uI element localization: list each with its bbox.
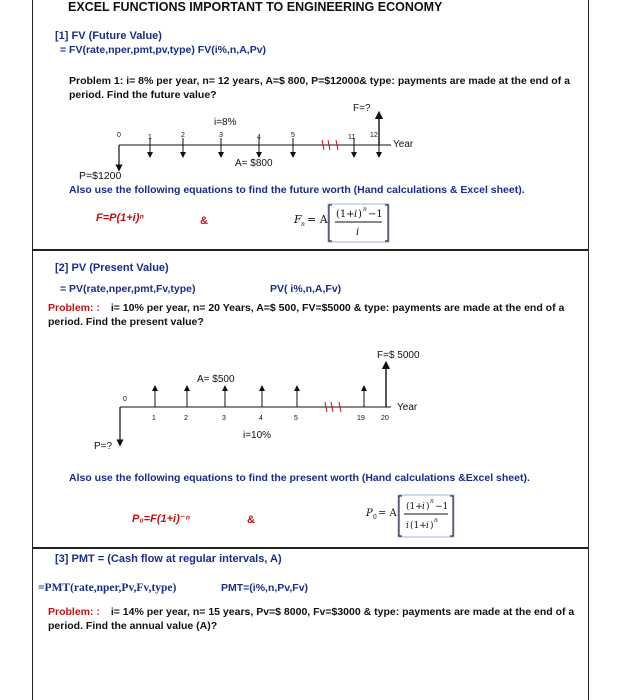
s2-also-text: Also use the following equations to find the present worth (Hand calculations &Excel sheet). [69, 472, 530, 484]
s1-tick-5: 5 [291, 132, 295, 139]
svg-text:n: n [434, 517, 438, 524]
s2-i-label: i=10% [243, 430, 272, 441]
s1-tick-12: 12 [370, 132, 378, 139]
svg-text:n: n [301, 221, 305, 228]
s2-tick-4: 4 [259, 415, 263, 422]
s2-eq-present: P₀=F(1+i)⁻ⁿ [132, 513, 190, 525]
s2-problem-label: Problem: : [48, 302, 100, 314]
svg-text:i: i [356, 227, 360, 238]
s1-heading: [1] FV (Future Value) [55, 30, 162, 42]
s1-tick-11: 11 [348, 134, 356, 141]
s2-tick-19: 19 [357, 415, 365, 422]
svg-text:= A: = A [307, 213, 328, 226]
svg-text:i: i [354, 209, 358, 220]
svg-text:i: i [406, 521, 409, 531]
svg-text:n: n [363, 206, 367, 213]
svg-text:P: P [366, 508, 373, 519]
svg-text:F: F [294, 213, 302, 226]
svg-text:−1: −1 [435, 502, 449, 512]
svg-text:−1: −1 [368, 209, 383, 220]
s1-tick-1: 1 [148, 134, 152, 141]
svg-text:): ) [358, 209, 362, 220]
page-title: EXCEL FUNCTIONS IMPORTANT TO ENGINEERING ECONOMY [68, 0, 443, 14]
s3-formula-2: PMT=(i%,n,Pv,Fv) [221, 582, 309, 594]
s1-also-text: Also use the following equations to find the future worth (Hand calculations & Excel sheet). [69, 184, 525, 196]
svg-text:n: n [430, 498, 434, 505]
s1-problem-text: i= 8% per year, n= 12 years, A=$ 800, P=$12000& type: payments are made at the end of a period. Find the future value? [69, 75, 570, 101]
s3-problem-label: Problem: : [48, 606, 100, 618]
s3-problem-text: i= 14% per year, n= 15 years, Pv=$ 8000, Fv=$3000 & type: payments are made at the end of a period. Find the annual value (A)? [48, 606, 575, 632]
s1-eq-future: F=P(1+i)ⁿ [96, 212, 144, 224]
svg-text:= A: = A [378, 508, 397, 519]
s2-f-label: F=$ 5000 [377, 350, 420, 361]
s2-tick-0: 0 [123, 396, 127, 403]
s2-formula-2: PV( i%,n,A,Fv) [270, 283, 342, 295]
svg-text:): ) [426, 502, 430, 512]
s2-tick-2: 2 [184, 415, 188, 422]
svg-text:0: 0 [373, 514, 377, 521]
s3-formula-1: =PMT(rate,nper,Pv,Fv,type) [38, 582, 177, 594]
s1-amp: & [200, 215, 208, 227]
svg-text:(1+: (1+ [336, 209, 355, 220]
s2-tick-5: 5 [294, 415, 298, 422]
s2-heading: [2] PV (Present Value) [55, 262, 169, 274]
s2-a-label: A= $500 [197, 374, 235, 385]
s2-problem-text: i= 10% per year, n= 20 Years, A=$ 500, FV=$5000 & type: payments are made at the end of a period. Find the present value? [48, 302, 565, 328]
s1-i-label: i=8% [214, 117, 237, 128]
s3-heading: [3] PMT = (Cash flow at regular intervals, A) [55, 553, 282, 565]
s1-p-label: P=$1200 [79, 170, 122, 182]
s1-year-label: Year [393, 139, 414, 150]
svg-text:(1+: (1+ [406, 502, 423, 512]
s2-tick-20: 20 [381, 415, 389, 422]
s2-p-label: P=? [94, 441, 113, 452]
svg-text:): ) [430, 521, 434, 531]
svg-text:(1+: (1+ [410, 521, 427, 531]
divider-2 [32, 547, 588, 549]
s1-f-label: F=? [353, 103, 371, 114]
s1-tick-2: 2 [181, 132, 185, 139]
s2-year-label: Year [397, 402, 418, 413]
s2-formula-1: = PV(rate,nper,pmt,Fv,type) [60, 283, 196, 295]
svg-text:i: i [426, 521, 429, 531]
s2-eq-annuity-present [364, 494, 464, 538]
s2-annuity-arrows [155, 388, 364, 407]
s3-problem [48, 605, 578, 633]
s1-problem-label: Problem 1: [69, 75, 124, 87]
svg-text:i: i [422, 502, 425, 512]
s1-tick-3: 3 [219, 132, 223, 139]
s2-tick-3: 3 [222, 415, 226, 422]
s1-formula: = FV(rate,nper,pmt,pv,type) FV(i%,n,A,Pv) [60, 44, 267, 56]
s1-tick-4: 4 [257, 134, 261, 141]
s2-tick-1: 1 [152, 415, 156, 422]
s1-tick-0: 0 [117, 132, 121, 139]
s2-amp: & [247, 514, 255, 526]
s1-a-label: A= $800 [235, 158, 273, 169]
